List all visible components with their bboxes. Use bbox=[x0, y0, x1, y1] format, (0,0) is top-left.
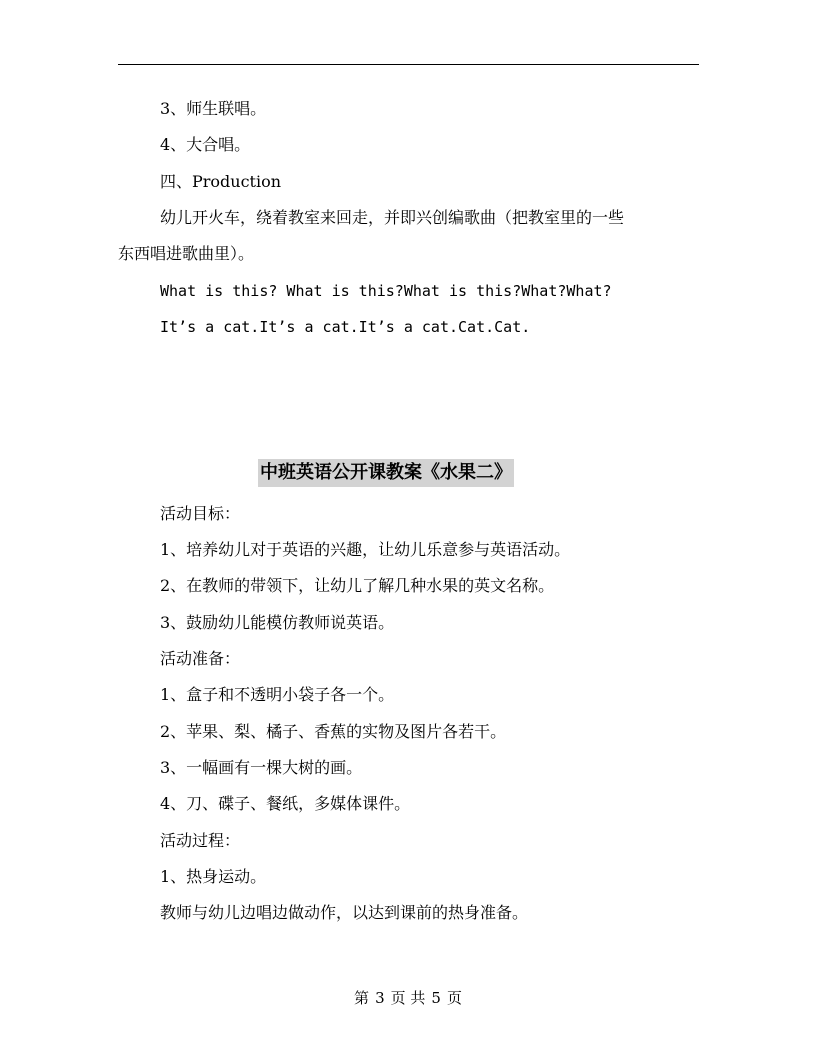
body-line: 2、在教师的带领下，让幼儿了解几种水果的英文名称。 bbox=[160, 576, 555, 595]
body-line: 1、热身运动。 bbox=[160, 867, 267, 886]
body-line: 幼儿开火车，绕着教室来回走，并即兴创编歌曲（把教室里的一些 bbox=[160, 208, 625, 227]
subheading-process: 活动过程： bbox=[160, 831, 241, 850]
body-line: 教师与幼儿边唱边做动作，以达到课前的热身准备。 bbox=[160, 903, 529, 922]
footer-suffix: 页 bbox=[446, 989, 462, 1007]
song-lyric-line: What is this? What is this?What is this?What?What? bbox=[160, 282, 612, 300]
body-line: 3、一幅画有一棵大树的画。 bbox=[160, 758, 363, 777]
subheading-goals: 活动目标： bbox=[160, 504, 241, 523]
body-line: 2、苹果、梨、橘子、香蕉的实物及图片各若干。 bbox=[160, 722, 507, 741]
page-footer bbox=[0, 988, 816, 1008]
lesson-plan-title: 中班英语公开课教案《水果二》 bbox=[258, 459, 514, 487]
subheading-preparation: 活动准备： bbox=[160, 649, 241, 668]
section-heading: 四、Production bbox=[160, 172, 282, 191]
header-rule bbox=[118, 64, 699, 65]
footer-current-page: 3 bbox=[375, 989, 385, 1007]
body-line: 4、刀、碟子、餐纸，多媒体课件。 bbox=[160, 794, 411, 813]
footer-prefix: 第 bbox=[354, 989, 370, 1007]
body-line: 3、鼓励幼儿能模仿教师说英语。 bbox=[160, 613, 395, 632]
footer-total-pages: 5 bbox=[431, 989, 441, 1007]
body-line: 4、大合唱。 bbox=[160, 135, 251, 154]
song-lyric-line: It’s a cat.It’s a cat.It’s a cat.Cat.Cat. bbox=[160, 318, 531, 336]
footer-middle: 页 共 bbox=[390, 989, 426, 1007]
body-line: 1、盒子和不透明小袋子各一个。 bbox=[160, 685, 395, 704]
body-line: 3、师生联唱。 bbox=[160, 99, 267, 118]
body-line: 1、培养幼儿对于英语的兴趣，让幼儿乐意参与英语活动。 bbox=[160, 540, 571, 559]
body-line: 东西唱进歌曲里）。 bbox=[118, 244, 255, 263]
